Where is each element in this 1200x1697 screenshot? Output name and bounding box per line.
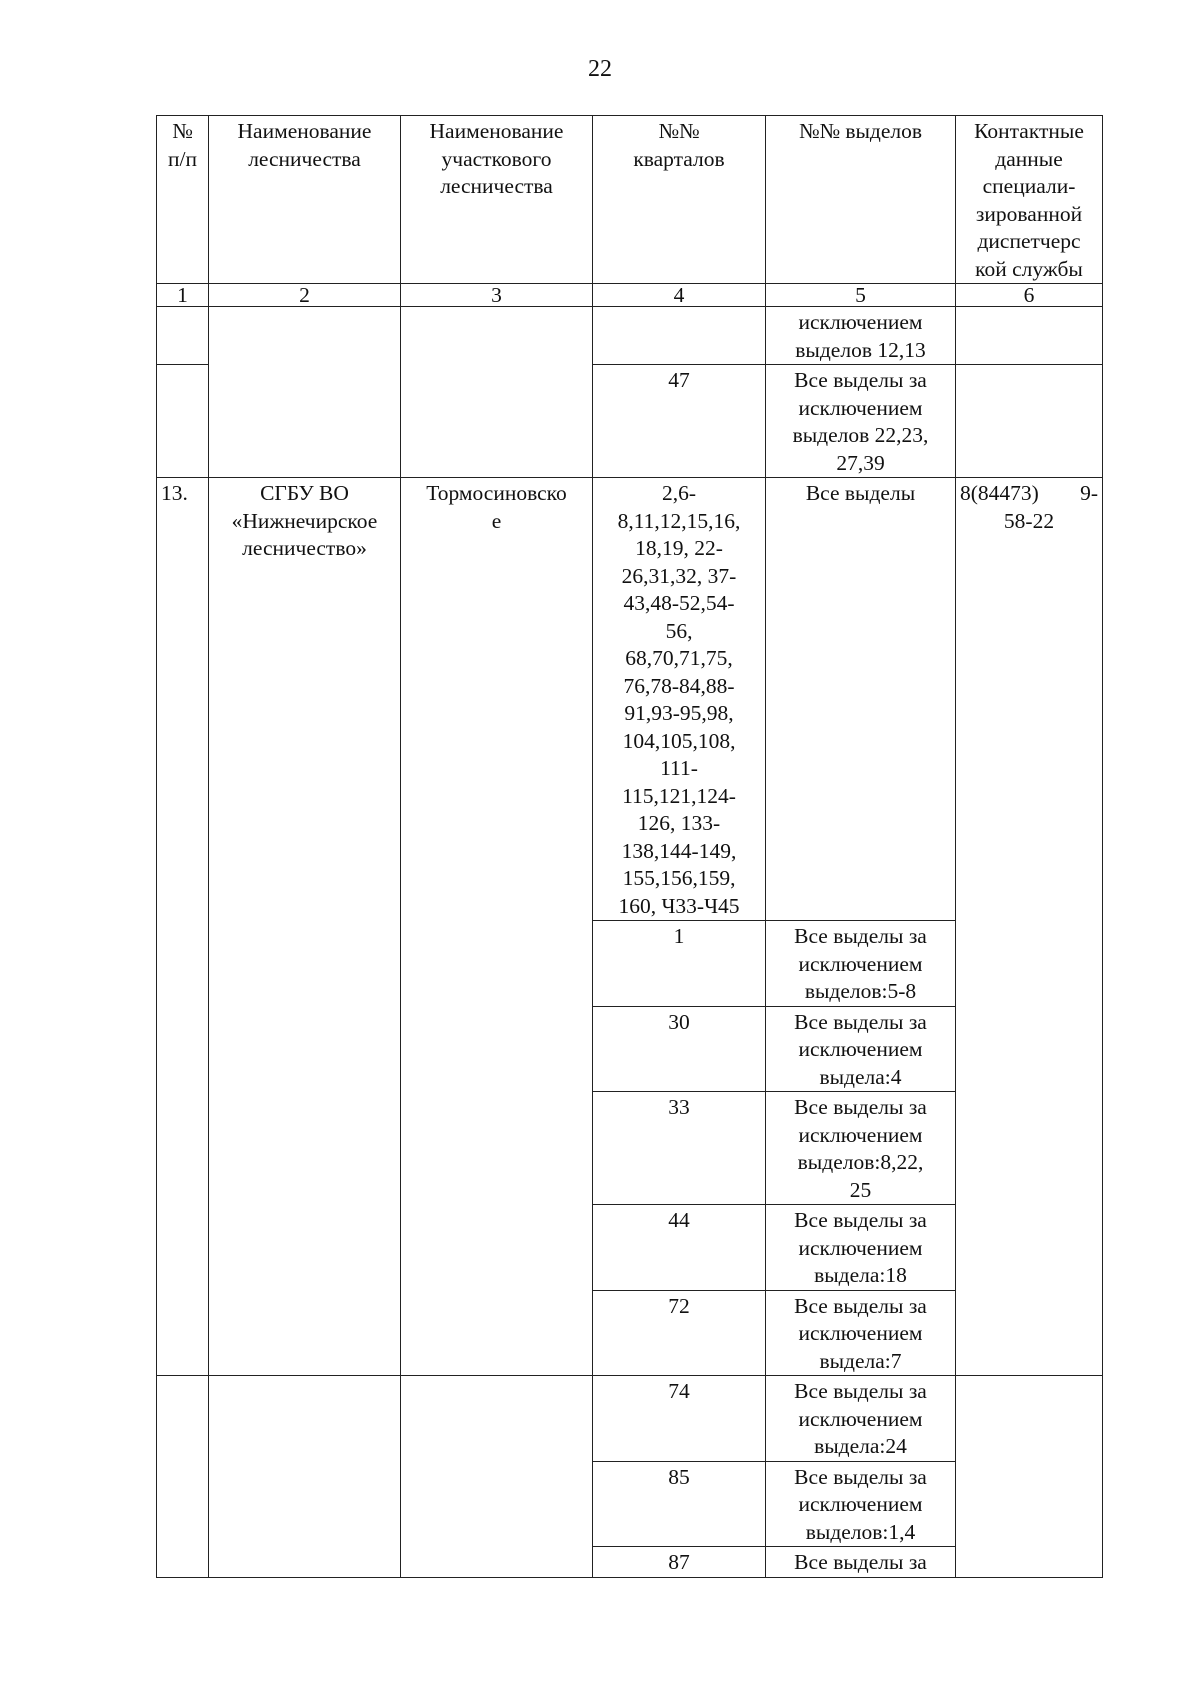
column-number: 2 [209, 284, 401, 307]
table-row [157, 1376, 1103, 1462]
forestry-table [156, 115, 1102, 1578]
forestry-cell: СГБУ ВО «Нижнечирское лесничество» [209, 478, 401, 1376]
parcels-cell: Все выделы [766, 478, 956, 921]
contact-phone-suffix: 58-22 [1003, 508, 1055, 533]
page-number: 22 [588, 56, 612, 82]
quarter-cell: 1 [593, 921, 766, 1007]
district-cell [401, 1376, 593, 1578]
quarter-cell: 2,6- 8,11,12,15,16, 18,19, 22- 26,31,32, 37- 43,48-52,54- 56, 68,70,71,75, 76,78-84,88- 91,93-95,98, 104,105,108, 111- 115,121,124- 126, 133- 138,144-149, 155,156,159, 160, Ч33-Ч45 [593, 478, 766, 921]
district-cell: Тормосиновско е [401, 478, 593, 1376]
quarter-cell [593, 307, 766, 365]
column-number: 5 [766, 284, 956, 307]
quarter-cell: 44 [593, 1205, 766, 1291]
number-cell: 13. [157, 478, 209, 1376]
number-cell [157, 1376, 209, 1578]
quarter-cell: 72 [593, 1290, 766, 1376]
number-cell [157, 307, 209, 365]
header-number: № п/п [157, 116, 209, 284]
contact-phone-prefix: 9- [1080, 481, 1098, 505]
header-parcels: №№ выделов [766, 116, 956, 284]
quarter-cell: 74 [593, 1376, 766, 1462]
contact-phone-code: 8(84473) [960, 481, 1039, 505]
quarter-cell: 30 [593, 1006, 766, 1092]
column-number: 6 [956, 284, 1103, 307]
parcels-cell: Все выделы за исключением выдела:18 [766, 1205, 956, 1291]
parcels-cell: Все выделы за исключением выделов:5-8 [766, 921, 956, 1007]
column-number: 3 [401, 284, 593, 307]
parcels-cell: Все выделы за исключением выдела:4 [766, 1006, 956, 1092]
quarter-cell: 85 [593, 1461, 766, 1547]
forestry-cell [209, 1376, 401, 1578]
parcels-cell: Все выделы за исключением выделов 22,23, 27,39 [766, 365, 956, 478]
contact-cell [956, 478, 1103, 1376]
parcels-cell: Все выделы за исключением выдела:7 [766, 1290, 956, 1376]
parcels-cell: Все выделы за исключением выдела:24 [766, 1376, 956, 1462]
forestry-cell [209, 307, 401, 478]
contact-cell [956, 1376, 1103, 1578]
parcels-cell: Все выделы за исключением выделов:1,4 [766, 1461, 956, 1547]
quarter-cell: 87 [593, 1547, 766, 1578]
column-number: 4 [593, 284, 766, 307]
parcels-cell: Все выделы за [766, 1547, 956, 1578]
header-district-forestry: Наименование участкового лесничества [401, 116, 593, 284]
column-number-row [157, 284, 1103, 307]
contact-cell [956, 307, 1103, 365]
contact-cell [956, 365, 1103, 478]
header-forestry: Наименование лесничества [209, 116, 401, 284]
table-row [157, 307, 1103, 365]
header-quarters: №№ кварталов [593, 116, 766, 284]
district-cell [401, 307, 593, 478]
parcels-cell: исключением выделов 12,13 [766, 307, 956, 365]
parcels-cell: Все выделы за исключением выделов:8,22, 25 [766, 1092, 956, 1205]
number-cell [157, 365, 209, 478]
quarter-cell: 47 [593, 365, 766, 478]
quarter-cell: 33 [593, 1092, 766, 1205]
table-header-row [157, 116, 1103, 284]
column-number: 1 [157, 284, 209, 307]
header-contacts: Контактные данные специали- зированной диспетчерс кой службы [956, 116, 1103, 284]
table-row [157, 478, 1103, 921]
